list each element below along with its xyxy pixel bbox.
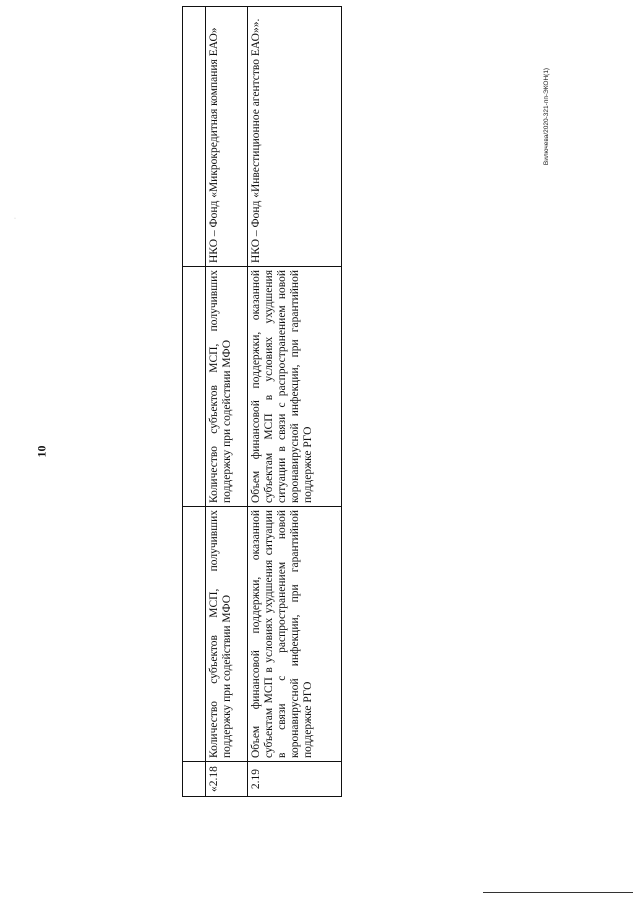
table (182, 6, 342, 797)
indicator-definition: Количество субъектов МСП, получивших поддержку при содействии МФО (206, 267, 248, 507)
responsible-organization: НКО – Фонд «Инвестиционное агентство ЕАО»». (247, 7, 341, 267)
table-row (206, 7, 248, 797)
indicator-name: Объем финансовой поддержки, оказанной субъектам МСП в условиях ухудшения ситуации в связи с распространением новой коронавирусной инфекции, при гарантийной поддержке РГО (247, 507, 341, 762)
table-cell (183, 7, 206, 267)
table-cell (183, 762, 206, 797)
page-number: 10 (34, 445, 49, 458)
row-number: 2.19 (247, 762, 341, 797)
footer-rule (483, 892, 633, 893)
indicators-table (182, 7, 342, 797)
scan-mark: · (14, 216, 16, 222)
table-row-top-fragment (183, 7, 206, 797)
document-code: Вилючева/2020-321-пп-ЭКОН(1) (543, 67, 551, 166)
row-number: «2.18 (206, 762, 248, 797)
indicator-name: Количество субъектов МСП, получивших поддержку при содействии МФО (206, 507, 248, 762)
table-cell (183, 507, 206, 762)
indicator-definition: Объем финансовой поддержки, оказанной субъектам МСП в условиях ухудшения ситуации в связи с распространением новой коронавирусной инфекции, при гарантийной поддержке РГО (247, 267, 341, 507)
table-cell (183, 267, 206, 507)
table-row (247, 7, 341, 797)
responsible-organization: НКО – Фонд «Микрокредитная компания ЕАО» (206, 7, 248, 267)
